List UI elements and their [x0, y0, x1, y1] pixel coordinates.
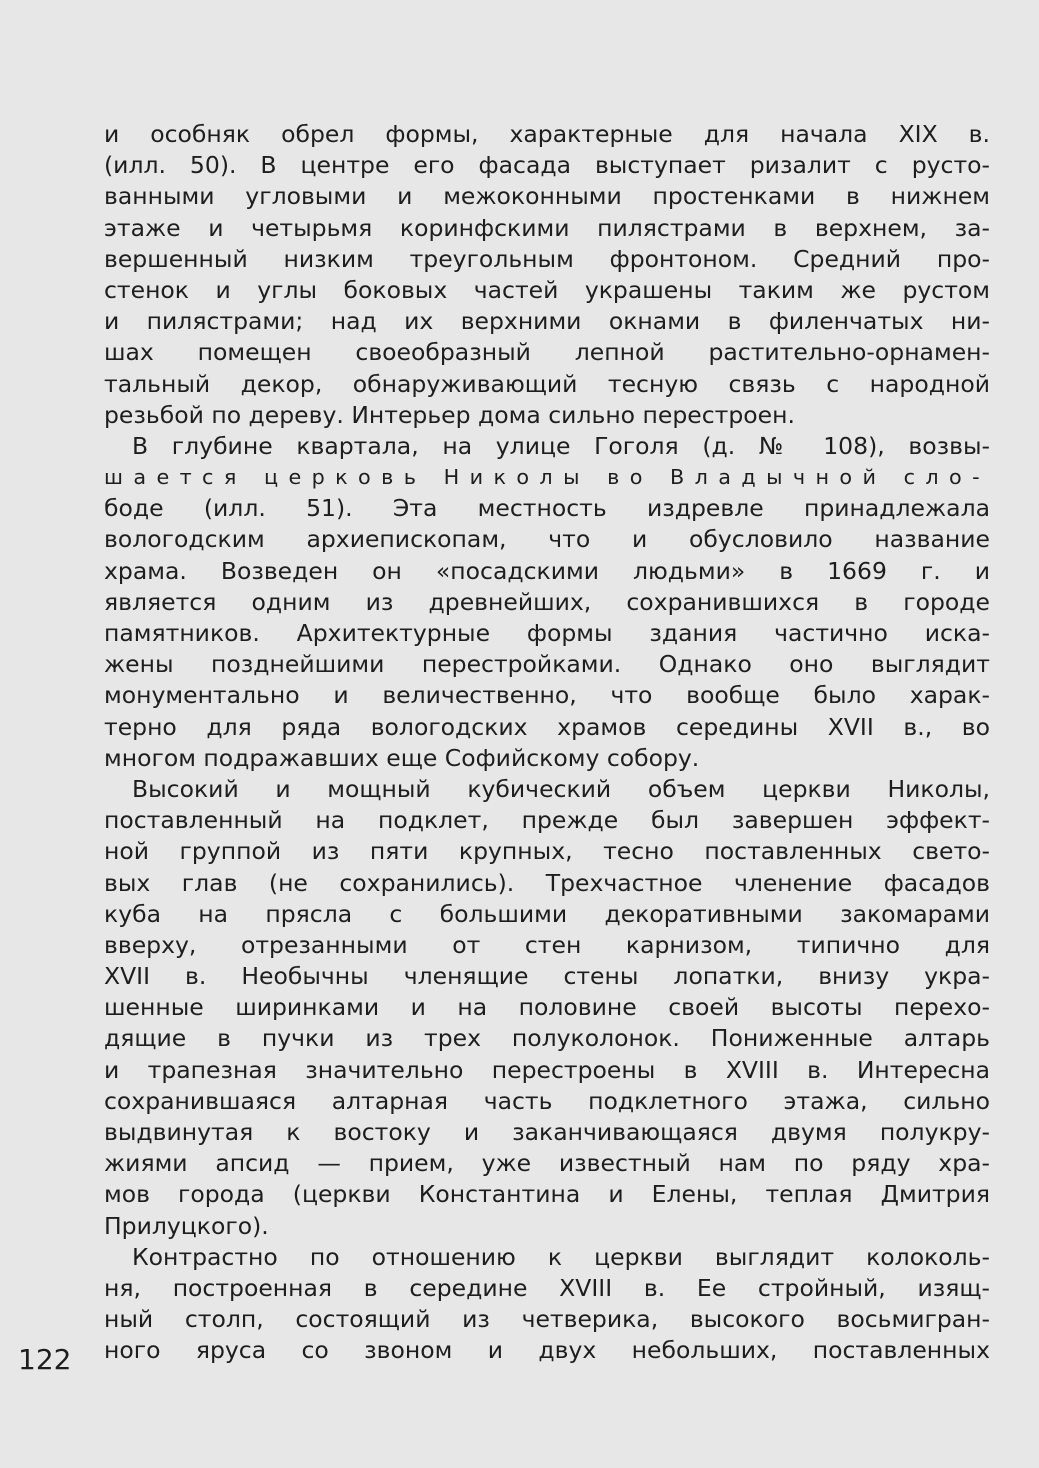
text-line: жены позднейшими перестройками. Однако оно выглядит [104, 650, 990, 679]
text-line: шается церковь Николы во Владычной сло- [104, 465, 990, 490]
text-line: вых глав (не сохранились). Трехчастное членение фасадов [104, 868, 990, 897]
text-line: вершенный низким треугольным фронтоном. Средний про- [104, 244, 990, 273]
text-line: ный столп, состоящий из четверика, высокого восьмигран- [104, 1305, 990, 1334]
text-line: (илл. 50). В центре его фасада выступает ризалит с русто- [104, 151, 990, 180]
text-line: Прилуцкого). [104, 1211, 269, 1240]
text-line: этаже и четырьмя коринфскими пилястрами в верхнем, за- [104, 213, 990, 242]
text-line: шах помещен своеобразный лепной растительно-орнамен- [104, 338, 990, 367]
text-line: Контрастно по отношению к церкви выглядит колоколь- [132, 1242, 990, 1271]
text-line: вверху, отрезанными от стен карнизом, типично для [104, 930, 990, 959]
text-line: и трапезная значительно перестроены в XVIII в. Интересна [104, 1055, 990, 1084]
text-line: и пилястрами; над их верхними окнами в филенчатых ни- [104, 307, 990, 336]
text-line: монументально и величественно, что вообще было харак- [104, 681, 990, 710]
text-line: и особняк обрел формы, характерные для начала XIX в. [104, 120, 990, 148]
text-line: стенок и углы боковых частей украшены таким же рустом [104, 275, 990, 304]
text-line: куба на прясла с большими декоративными закомарами [104, 899, 990, 928]
text-line: ной группой из пяти крупных, тесно поставленных свето- [104, 837, 990, 866]
text-line: боде (илл. 51). Эта местность издревле принадлежала [104, 494, 990, 523]
text-line: храма. Возведен он «посадскими людьми» в 1669 г. и [104, 556, 990, 585]
text-line: тальный декор, обнаруживающий тесную связь с народной [104, 369, 990, 398]
text-line: терно для ряда вологодских храмов середины XVII в., во [104, 712, 990, 741]
text-line: шенные ширинками и на половине своей высоты перехо- [104, 993, 990, 1022]
text-line: поставленный на подклет, прежде был завершен эффект- [104, 806, 990, 835]
text-line: памятников. Архитектурные формы здания частично иска- [104, 619, 990, 647]
text-line: выдвинутая к востоку и заканчивающаяся двумя полукру- [104, 1118, 990, 1146]
text-line: XVII в. Необычны членящие стены лопатки, внизу укра- [104, 962, 990, 991]
text-line: резьбой по дереву. Интерьер дома сильно перестроен. [104, 400, 795, 429]
body-text [104, 119, 990, 1367]
text-line: мов города (церкви Константина и Елены, теплая Дмитрия [104, 1180, 990, 1209]
text-line: ня, построенная в середине XVIII в. Ее стройный, изящ- [104, 1273, 990, 1302]
text-line: ного яруса со звоном и двух небольших, поставленных [104, 1336, 990, 1365]
text-line: Высокий и мощный кубический объем церкви Николы, [132, 774, 990, 803]
page-number: 122 [18, 1343, 72, 1376]
text-line: многом подражавших еще Софийскому собору. [104, 743, 700, 772]
text-line: ванными угловыми и межоконными простенками в нижнем [104, 182, 990, 211]
text-line: сохранившаяся алтарная часть подклетного этажа, сильно [104, 1086, 990, 1115]
text-line: В глубине квартала, на улице Гоголя (д. № 108), возвы- [132, 431, 990, 460]
text-line: дящие в пучки из трех полуколонок. Пониженные алтарь [104, 1024, 990, 1053]
text-line: вологодским архиепископам, что и обусловило название [104, 525, 990, 554]
text-line: является одним из древнейших, сохранившихся в городе [104, 587, 990, 616]
text-line: жиями апсид — прием, уже известный нам по ряду хра- [104, 1149, 990, 1178]
